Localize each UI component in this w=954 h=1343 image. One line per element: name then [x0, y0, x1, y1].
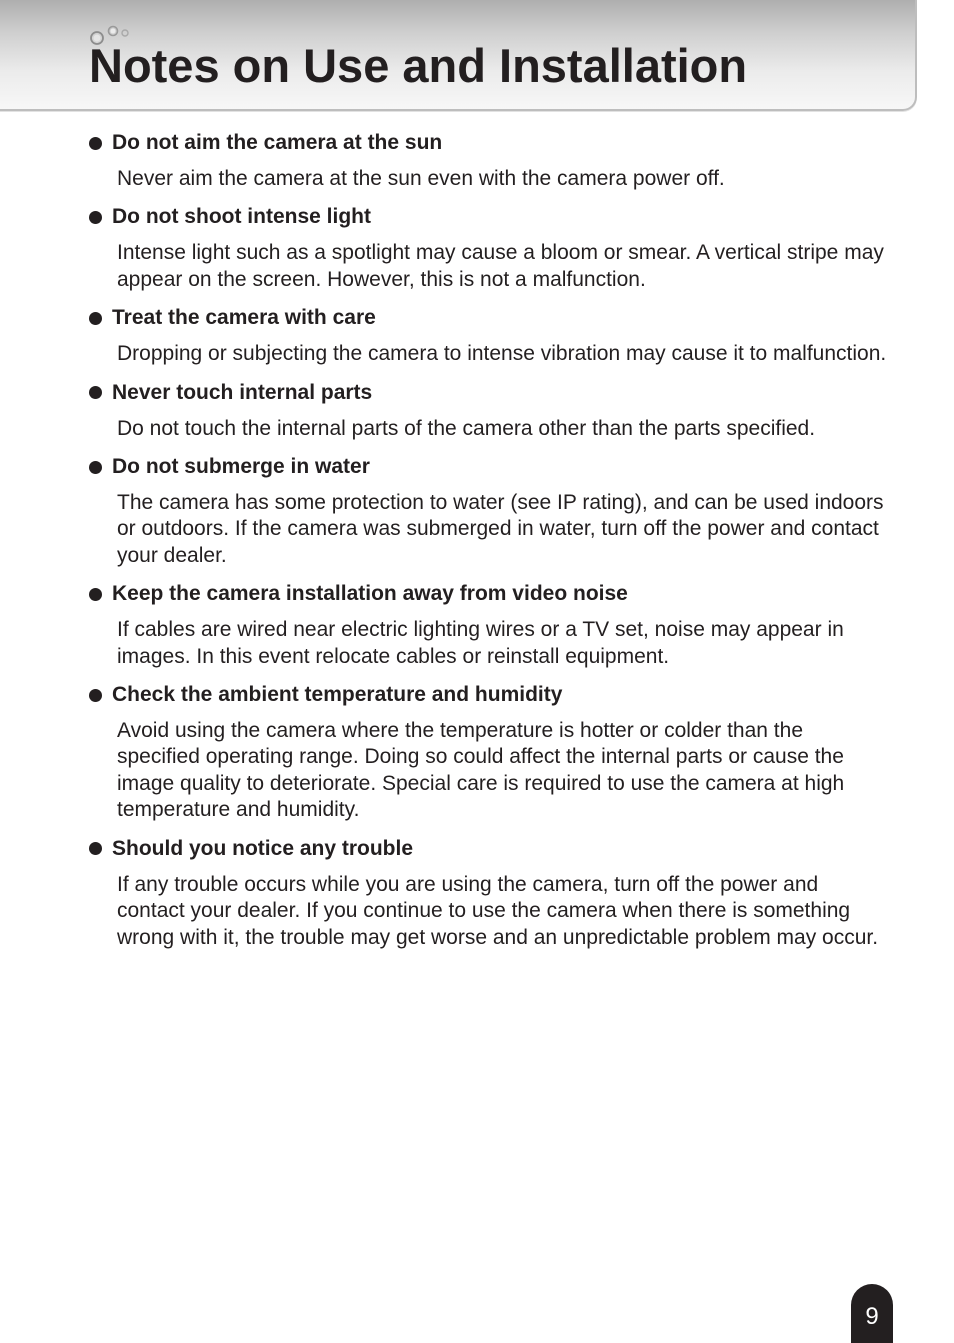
note-item [89, 450, 889, 569]
bullet-icon [89, 689, 102, 702]
bullet-icon [89, 386, 102, 399]
note-heading [89, 577, 889, 611]
note-heading [89, 126, 889, 160]
note-title: Should you notice any trouble [112, 836, 414, 860]
note-title: Do not shoot intense light [112, 205, 371, 229]
note-title: Check the ambient temperature and humidity [112, 683, 563, 707]
note-item [89, 577, 889, 670]
page-number: 9 [865, 1302, 879, 1330]
note-heading [89, 678, 889, 712]
note-body: Never aim the camera at the sun even with the camera power off. [117, 167, 725, 190]
bullet-icon [89, 588, 102, 601]
page-number-tab [851, 1284, 893, 1343]
note-heading [89, 200, 889, 234]
page-title: Notes on Use and Installation [89, 39, 748, 92]
page-header-band [0, 0, 917, 111]
note-item [89, 376, 889, 442]
bullet-icon [89, 461, 102, 474]
note-title: Keep the camera installation away from video noise [112, 582, 628, 606]
bullet-icon [89, 312, 102, 325]
note-title: Do not aim the camera at the sun [112, 131, 443, 154]
note-heading [89, 832, 889, 866]
note-body: The camera has some protection to water (see IP rating), and can be used indoors or outdoors. If the camera was submerged in water, turn off the power and contact your dealer. [117, 491, 884, 567]
note-heading [89, 450, 889, 484]
note-body: Avoid using the camera where the temperature is hotter or colder than the specified operating range. Doing so could affect the internal parts or cause the image quality to deteriorate. Special care is required to use the camera at high temperature and humidity. [117, 719, 845, 822]
bullet-icon [89, 842, 102, 855]
note-heading [89, 376, 889, 410]
note-body: Dropping or subjecting the camera to intense vibration may cause it to malfunction. [117, 342, 887, 366]
notes-list [89, 126, 889, 959]
note-item [89, 678, 889, 824]
note-title: Do not submerge in water [112, 455, 370, 479]
note-title: Treat the camera with care [112, 306, 376, 330]
note-item [89, 200, 889, 293]
note-title: Never touch internal parts [112, 380, 373, 404]
note-item [89, 301, 889, 367]
bullet-icon [89, 137, 102, 150]
note-item [89, 126, 889, 192]
note-body: If any trouble occurs while you are using the camera, turn off the power and contact your dealer. If you continue to use the camera when there is something wrong with it, the trouble may get worse and an unpredictable problem may occur. [117, 872, 879, 949]
note-body: Intense light such as a spotlight may cause a bloom or smear. A vertical stripe may appear on the screen. However, this is not a malfunction. [117, 241, 884, 291]
bullet-icon [89, 211, 102, 224]
note-body: Do not touch the internal parts of the camera other than the parts specified. [117, 416, 816, 440]
note-body: If cables are wired near electric lighting wires or a TV set, noise may appear in images. In this event relocate cables or reinstall equipment. [117, 618, 844, 668]
note-heading [89, 301, 889, 335]
note-item [89, 832, 889, 951]
